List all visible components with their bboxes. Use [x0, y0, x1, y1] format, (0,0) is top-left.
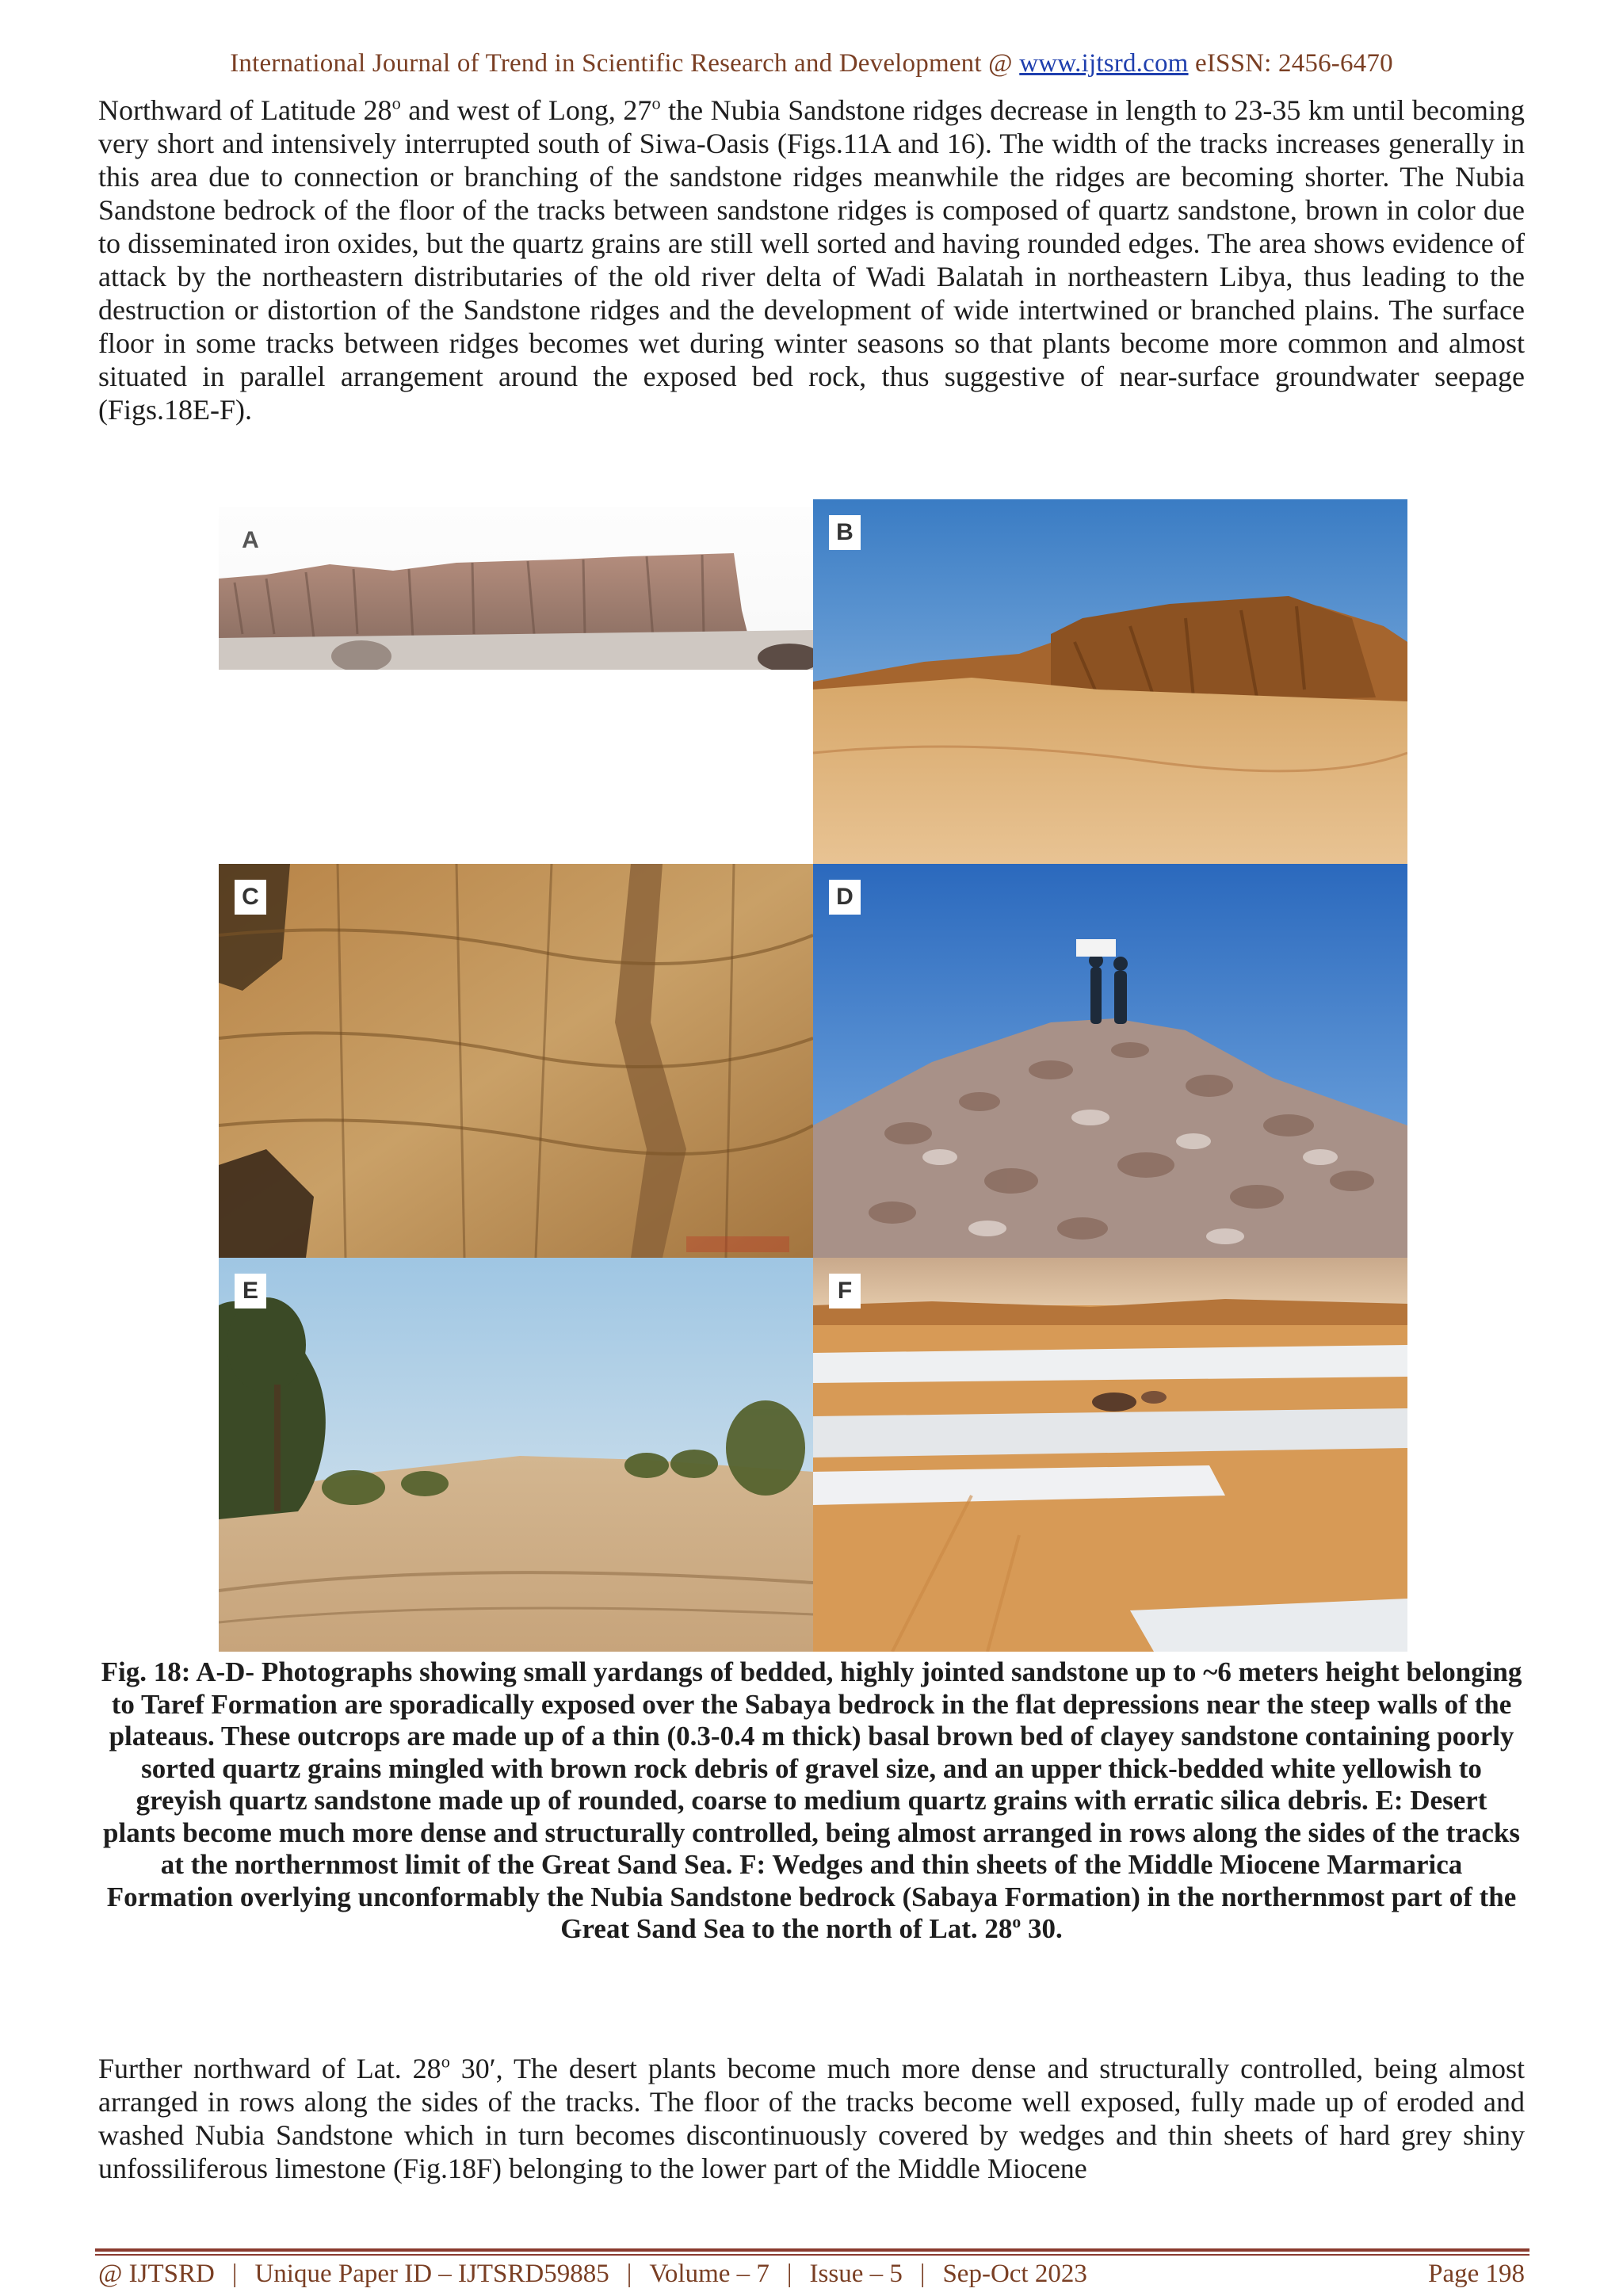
body-paragraph-2 — [98, 2052, 1525, 2185]
para2-rest: 30′, The desert plants become much more dense and structurally controlled, being almost arranged in rows along the sides of the tracks. The floor of the tracks become well exposed, fully made up of eroded and washed Nubia Sandstone which in turn becomes discontinuously covered by wedges and thin sheets of hard grey shiny unfossiliferous limestone (Fig.18F) belonging to the lower part of the Middle Miocene — [98, 2053, 1525, 2184]
photo-panel-b — [813, 499, 1407, 864]
running-header — [0, 49, 1623, 78]
photo-panel-e — [219, 1258, 813, 1652]
footer-period: Sep-Oct 2023 — [942, 2260, 1087, 2288]
photo-f-image — [813, 1258, 1407, 1652]
issn: eISSN: 2456-6470 — [1195, 49, 1393, 78]
body-paragraph-1 — [98, 94, 1525, 426]
footer-rule-thin — [95, 2254, 1529, 2256]
degree-superscript: o — [441, 2051, 450, 2072]
para1-mid: and west of Long, 27 — [400, 94, 652, 126]
panel-label-a: A — [242, 527, 259, 553]
figure-18 — [219, 499, 1407, 1652]
photo-d-image — [813, 864, 1407, 1258]
para2-lead: Further northward of Lat. 28 — [98, 2053, 441, 2084]
footer-issue: Issue – 5 — [809, 2260, 903, 2288]
degree-superscript: o — [651, 93, 661, 113]
page-number: Page 198 — [1428, 2260, 1525, 2288]
journal-name: International Journal of Trend in Scientific Research and Development @ — [230, 49, 1013, 78]
photo-panel-d — [813, 864, 1407, 1258]
footer-prefix: @ IJTSRD — [98, 2260, 215, 2288]
panel-label-d: D — [829, 880, 861, 915]
panel-label-e: E — [235, 1274, 266, 1308]
footer-volume: Volume – 7 — [649, 2260, 769, 2288]
figure-caption — [98, 1656, 1525, 1946]
photo-e-image — [219, 1258, 813, 1652]
running-footer — [98, 2260, 1525, 2289]
footer-paper-id: Unique Paper ID – IJTSRD59885 — [254, 2260, 609, 2288]
footer-rule — [95, 2248, 1529, 2252]
panel-label-f: F — [829, 1274, 861, 1308]
caption-text: Fig. 18: A-D- Photographs showing small yardangs of bedded, highly jointed sandstone up to ~6 meters height belonging to Taref Formation are sporadically exposed over the Sabaya bedrock in the flat depressions near the steep walls of the plateaus. These outcrops are made up of a thin (0.3-0.4 m thick) basal brown bed of clayey sandstone containing poorly sorted quartz grains mingled with brown rock debris of gravel size, and an upper thick-bedded white yellowish to greyish quartz sandstone made up of rounded, coarse to medium quartz grains with erratic silica debris. E: Desert plants become much more dense and structurally controlled, being almost arranged in rows along the sides of the tracks at the northernmost limit of the Great Sand Sea. F: Wedges and thin sheets of the Middle Miocene Marmarica Formation overlying unconformably the Nubia Sandstone bedrock (Sabaya Formation) in the northernmost part of the Great Sand Sea to the north of Lat. 28 — [101, 1656, 1522, 1944]
photo-panel-c — [219, 864, 813, 1258]
caption-tail: 30. — [1021, 1913, 1063, 1944]
photo-panel-f — [813, 1258, 1407, 1652]
para1-lead: Northward of Latitude 28 — [98, 94, 392, 126]
photo-c-image — [219, 864, 813, 1258]
panel-label-c: C — [235, 880, 266, 915]
footer-separator: | — [919, 2260, 926, 2288]
journal-url-link[interactable]: www.ijtsrd.com — [1019, 49, 1189, 78]
footer-separator: | — [231, 2260, 238, 2288]
footer-separator: | — [786, 2260, 792, 2288]
photo-b-image — [813, 499, 1407, 864]
panel-label-b: B — [829, 515, 861, 550]
footer-separator: | — [626, 2260, 632, 2288]
degree-superscript: o — [391, 93, 401, 113]
degree-superscript: o — [1012, 1912, 1022, 1931]
photo-panel-a — [219, 507, 813, 864]
photo-a-image — [219, 507, 813, 864]
footer-info — [98, 2260, 1087, 2289]
para1-rest: the Nubia Sandstone ridges decrease in length to 23-35 km until becoming very short and intensively interrupted south of Siwa-Oasis (Figs.11A and 16). The width of the tracks increases generally in this area due to connection or branching of the sandstone ridges meanwhile the ridges are becoming shorter. The Nubia Sandstone bedrock of the floor of the tracks between sandstone ridges is composed of quartz sandstone, brown in color due to disseminated iron oxides, but the quartz grains are still well sorted and having rounded edges. The area shows evidence of attack by the northeastern distributaries of the old river delta of Wadi Balatah in northeastern Libya, thus leading to the destruction or distortion of the Sandstone ridges and the development of wide intertwined or branched plains. The surface floor in some tracks between ridges becomes wet during winter seasons so that plants become more common and almost situated in parallel arrangement around the exposed bed rock, thus suggestive of near-surface groundwater seepage (Figs.18E-F). — [98, 94, 1525, 426]
